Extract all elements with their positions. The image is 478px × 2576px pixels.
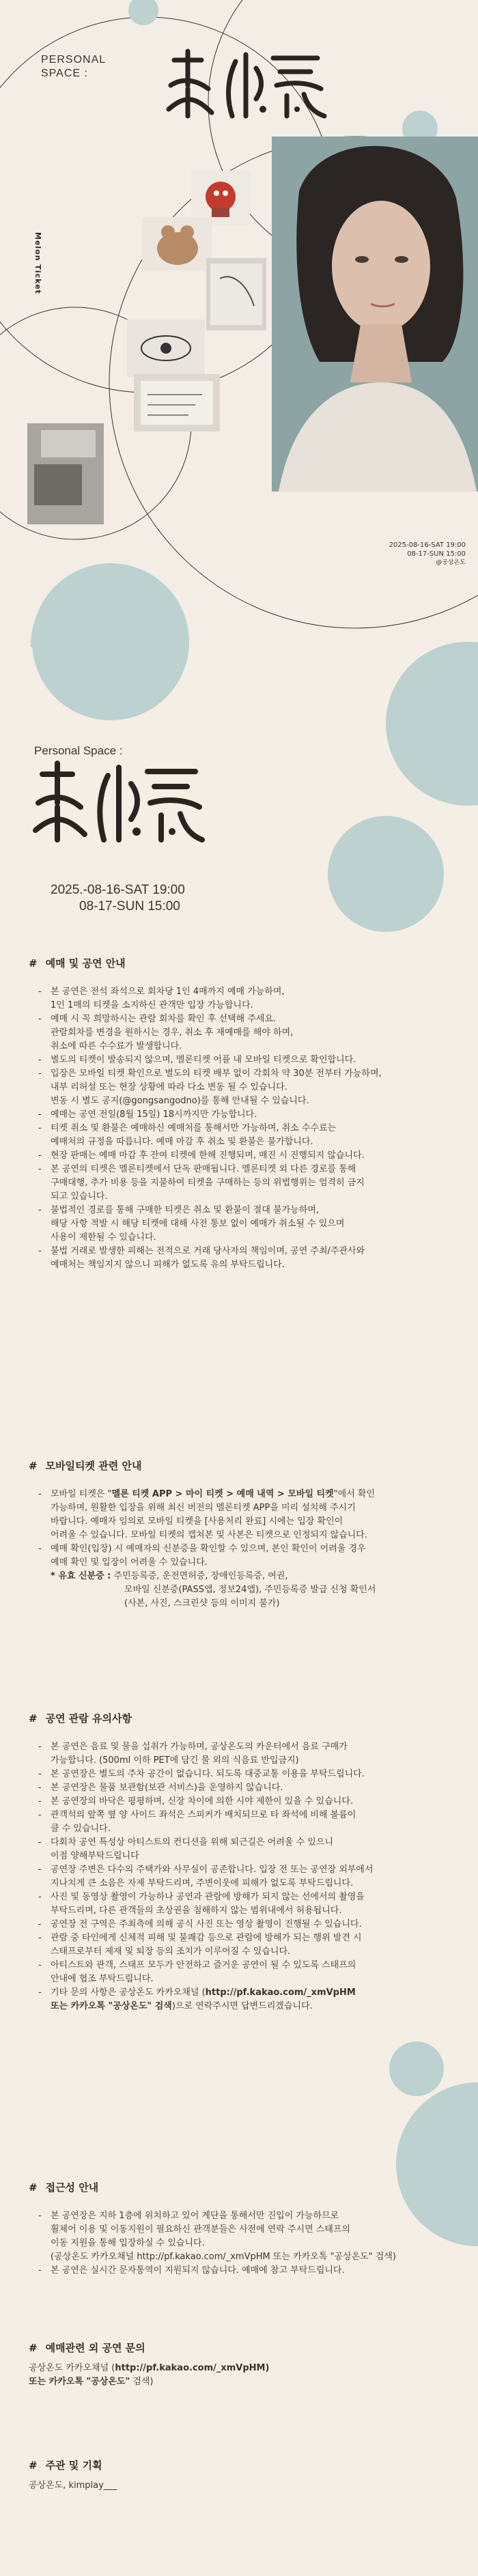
text-line: 안내에 협조 부탁드립니다. — [51, 1974, 154, 1984]
text-line: 내부 리허설 또는 현장 상황에 따라 다소 변동 될 수 있습니다. — [51, 1082, 287, 1092]
text-line: - 다회차 공연 특성상 아티스트의 컨디션을 위해 퇴근길은 어려울 수 있으니 — [51, 1837, 333, 1848]
section-title-text: 접근성 안내 — [45, 2181, 99, 2194]
text-part: ) — [265, 2363, 270, 2373]
list-item — [38, 985, 445, 1013]
blue-circle — [386, 642, 478, 806]
calligraphy-logo — [27, 759, 205, 848]
blue-circle — [389, 2041, 444, 2096]
section-title-text: 예매 및 공연 안내 — [45, 957, 126, 969]
section-title-text: 예매관련 외 공연 문의 — [45, 2342, 145, 2354]
section-title: # 예매 및 공연 안내 — [29, 957, 126, 969]
list-item — [38, 1542, 445, 1570]
text-part: 검색) — [130, 2377, 154, 2387]
text-line: 취소에 따른 수수료가 발생합니다. — [51, 1041, 182, 1051]
text-part: 기타 문의 사항은 공상온도 카카오채널 ( — [51, 1987, 206, 1998]
section-title-text: 주관 및 기획 — [45, 2459, 102, 2472]
list-item — [38, 1931, 445, 1959]
text-line: 어려울 수 있습니다. 모바일 티켓의 캡쳐본 및 사본은 티켓으로 인정되지 않습니다. — [51, 1530, 368, 1540]
section-title: # 예매관련 외 공연 문의 — [29, 2342, 145, 2354]
text-line: 주민등록증, 운전면허증, 장애인등록증, 여권, — [113, 1571, 288, 1581]
text-part: "에서 확인 — [333, 1489, 376, 1499]
text-line: 이점 양해부탁드립니다 — [51, 1851, 139, 1861]
list-item — [38, 1781, 445, 1795]
text-line: 지나치게 큰 소음은 자제 부탁드리며, 주변이웃에 피해가 없도록 부탁드립니다. — [51, 1878, 354, 1888]
section-booking — [29, 956, 445, 1272]
text-line: - 예매는 공연 전일(8월 15일) 18시까지만 가능합니다. — [51, 1109, 257, 1120]
valid-id-label: * 유효 신분증 : — [51, 1571, 111, 1581]
text-part: )으로 연락주시면 답변드리겠습니다. — [171, 2001, 313, 2011]
list-item — [38, 1013, 445, 1053]
text-line: (사본, 사진, 스크린샷 등의 이미지 불가) — [124, 1598, 280, 1609]
list-item — [38, 1863, 445, 1891]
text-line: 예매 확인 및 입장이 어려울 수 있습니다. — [51, 1557, 208, 1568]
text-line: 사용이 제한될 수 있습니다. — [51, 1232, 156, 1243]
text-line: 예매처의 규정을 따릅니다. 예매 마감 후 취소 및 환불은 불가합니다. — [51, 1137, 313, 1147]
text-line: - 현장 판매는 예매 마감 후 잔여 티켓에 한해 진행되며, 매진 시 진행되지 않습니다. — [51, 1150, 365, 1161]
list-item — [38, 1108, 445, 1122]
list-item — [38, 1740, 445, 1768]
section-precautions — [29, 1711, 445, 2013]
list-item — [38, 1809, 445, 1836]
precaution-list-last — [29, 1986, 445, 2013]
section-contact — [29, 2340, 445, 2389]
text-line: 스태프로부터 제재 및 퇴장 등의 조치가 이루어질 수 있습니다. — [51, 1947, 291, 1957]
personal-space-heading: Personal Space : — [34, 744, 123, 757]
text-line: - 본 공연장은 별도의 주차 공간이 없습니다. 되도록 대중교통 이용을 부탁드립니다. — [51, 1769, 365, 1779]
label-line: PERSONAL — [41, 54, 107, 66]
kakao-channel-link[interactable]: http://pf.kakao.com/_xmVpHM — [115, 2363, 266, 2373]
section-title-text: 모바일티켓 관련 안내 — [45, 1460, 142, 1472]
kakao-channel-link[interactable]: http://pf.kakao.com/_xmVpHM — [205, 1987, 356, 1998]
text-line: 클 수 있습니다. — [51, 1824, 111, 1834]
precaution-list — [29, 1740, 445, 1986]
list-item — [38, 1918, 445, 1931]
text-line: - 별도의 티켓이 발송되지 않으며, 멜론티켓 어플 내 모바일 티켓으로 확인합니다. — [51, 1055, 356, 1065]
list-item — [38, 1053, 445, 1067]
text-line: - 티켓 취소 및 환불은 예매하신 예매처를 통해서만 가능하며, 취소 수수료는 — [51, 1123, 337, 1133]
text-line: 1인 1매의 티켓을 소지하신 관객만 입장 가능합니다. — [51, 1000, 253, 1010]
list-item — [38, 1122, 445, 1149]
concert-dates — [51, 882, 185, 915]
text-line: - 본 공연은 실시간 문자통역이 지원되지 않습니다. 예매에 참고 부탁드립니다. — [51, 2265, 345, 2276]
text-part: 공상온도 카카오채널 ( — [29, 2363, 115, 2373]
list-item — [38, 1836, 445, 1863]
section-host — [29, 2458, 445, 2493]
text-line: 해당 사항 적발 시 해당 티켓에 대해 사전 통보 없이 예매가 취소될 수 있으며 — [51, 1219, 345, 1229]
section-accessibility — [29, 2180, 445, 2278]
list-item — [38, 1204, 445, 1245]
concert-date: 2025.-08-16-SAT 19:00 — [51, 883, 185, 897]
list-item — [38, 1795, 445, 1809]
list-item — [38, 1067, 445, 1108]
contact-line — [29, 2362, 445, 2375]
poster-date: 08-17-SUN 15:00 — [407, 550, 466, 558]
text-line: 바랍니다. 예매자 임의로 모바일 티켓을 [사용처리 완료] 시에는 입장 확인이 — [51, 1516, 343, 1527]
text-line: - 본 공연장의 바닥은 평평하며, 신장 차이에 의한 시야 제한이 있을 수 있습니다. — [51, 1796, 354, 1807]
text-line: - 본 공연장은 물품 보관함(보관 서비스)을 운영하지 않습니다. — [51, 1783, 283, 1793]
text-line: - 본 공연은 전석 좌석으로 회차당 1인 4매까지 예매 가능하며, — [51, 987, 285, 997]
text-line: - 입장은 모바일 티켓 확인으로 별도의 티켓 배부 없이 각회차 약 30분 전부터 가능하며, — [51, 1068, 382, 1079]
section-title-text: 공연 관람 유의사항 — [45, 1712, 132, 1725]
contact-line — [29, 2375, 445, 2389]
text-line: 되고 있습니다. — [51, 1191, 108, 1202]
kakao-search-hint: 또는 카카오톡 "공상온도" — [29, 2377, 130, 2387]
section-title: # 공연 관람 유의사항 — [29, 1712, 132, 1725]
section-title: # 주관 및 기획 — [29, 2459, 102, 2472]
blue-circle — [328, 816, 444, 932]
list-item — [38, 1163, 445, 1204]
section-mobile-ticket — [29, 1458, 445, 1611]
text-line: 모바일 신분증(PASS앱, 정보24앱), 주민등록증 발급 신청 확인서 — [124, 1585, 376, 1595]
text-line: - 본 공연은 음료 및 물을 섭취가 가능하며, 공상온도의 카운터에서 음료 구매가 — [51, 1742, 348, 1752]
text-line: - 관객석의 앞쪽 옆 양 사이드 좌석은 스피커가 배치되므로 타 좌석에 비해 볼륨이 — [51, 1810, 356, 1820]
text-line: - 아티스트와 관객, 스태프 모두가 안전하고 즐거운 공연이 될 수 있도록 스태프의 — [51, 1960, 356, 1970]
kakao-search-hint: 또는 카카오톡 "공상온도" 검색 — [51, 2001, 172, 2011]
poster-organizer: @공상온도 — [436, 559, 466, 566]
text-line: - 본 공연장은 지하 1층에 위치하고 있어 계단을 통해서만 진입이 가능하므로 — [51, 2211, 339, 2221]
valid-id-note — [29, 1570, 445, 1611]
text-line: - 공연장 주변은 다수의 주택가와 사무실이 공존합니다. 입장 전 또는 공연장 외부에서 — [51, 1865, 374, 1875]
host-text: 공상온도, kimplay___ — [29, 2480, 117, 2491]
text-line: 부탁드리며, 다른 관객들의 초상권을 침해하지 않는 범위내에서 허용됩니다. — [51, 1906, 342, 1916]
section-title: # 접근성 안내 — [29, 2181, 99, 2194]
text-line: - 공연장 전 구역은 주최측에 의해 공식 사진 또는 영상 촬영이 진행될 수 있습니다. — [51, 1919, 362, 1929]
poster-date: 2025-08-16-SAT 19:00 — [389, 541, 466, 549]
list-item — [38, 2209, 445, 2264]
list-item — [38, 1245, 445, 1272]
mobile-list — [29, 1488, 445, 1570]
text-line: - 예매 시 꼭 희망하시는 관람 회차를 확인 후 선택해 주세요. — [51, 1014, 277, 1024]
text-part: 모바일 티켓은 " — [51, 1489, 112, 1499]
label-line: SPACE : — [41, 68, 88, 79]
melon-ticket-vertical: Melon Ticket — [33, 232, 42, 294]
text-line: - 예매 확인(입장) 시 예매자의 신분증을 확인할 수 있으며, 본인 확인이 어려울 경우 — [51, 1544, 366, 1554]
text-line: 구매대행, 추가 비용 등을 지불하여 티켓을 구매하는 등의 위법행위는 엄격히 금지 — [51, 1178, 365, 1188]
text-line: - 불법 거래로 발생한 피해는 전적으로 거래 당사자의 책임이며, 공연 주최/주관사와 — [51, 1246, 365, 1256]
text-line: - 불법적인 경로를 통해 구매한 티켓은 취소 및 환불이 절대 불가능하며, — [51, 1205, 319, 1215]
text-line: - 본 공연의 티켓은 멜론티켓에서 단독 판매됩니다. 멜론티켓 외 다른 경로를 통해 — [51, 1164, 356, 1174]
text-line: 예매처는 책임지지 않으니 피해가 없도록 유의 부탁드립니다. — [51, 1260, 285, 1270]
list-item — [38, 2264, 445, 2278]
mobile-ticket-path: 멜론 티켓 APP > 마이 티켓 > 예매 내역 > 모바일 티켓 — [111, 1489, 334, 1499]
text-line: 가능하며, 원활한 입장을 위해 최신 버전의 멜론티켓 APP을 미리 설치해 주시기 — [51, 1503, 356, 1513]
list-item — [38, 1959, 445, 1986]
concert-date: 08-17-SUN 15:00 — [79, 899, 180, 914]
text-line: 휠체어 이용 및 이동지원이 필요하신 관객분들은 사전에 연락 주시면 스태프의 — [51, 2224, 351, 2235]
section-title: # 모바일티켓 관련 안내 — [29, 1460, 142, 1472]
text-line: 가능합니다. (500ml 이하 PET에 담긴 물 외의 식음료 반입금지) — [51, 1755, 299, 1766]
list-item — [38, 1891, 445, 1918]
list-item — [38, 1149, 445, 1163]
list-item — [38, 1986, 445, 2013]
list-item — [38, 1488, 445, 1542]
text-line: 관람회차를 변경을 원하시는 경우, 취소 후 재예매를 해야 하며, — [51, 1028, 294, 1038]
text-line: - 관람 중 타인에게 신체적 피해 및 불쾌감 등으로 관람에 방해가 되는 행위 발견 시 — [51, 1933, 362, 1943]
list-item — [38, 1768, 445, 1781]
text-line: 이동 지원을 통해 입장하실 수 있습니다. — [51, 2238, 205, 2248]
blue-circle — [32, 563, 189, 720]
access-list — [29, 2209, 445, 2278]
text-line: - 사진 및 동영상 촬영이 가능하나 공연과 관람에 방해가 되지 않는 선에서의 촬영을 — [51, 1892, 365, 1902]
booking-list — [29, 985, 445, 1272]
text-line: (공상온도 카카오채널 http://pf.kakao.com/_xmVpHM 또는 카카오톡 "공상온도" 검색) — [51, 2252, 396, 2262]
text-line: 변동 시 별도 공지(@gongsangodno)를 통해 안내될 수 있습니다. — [51, 1096, 309, 1106]
